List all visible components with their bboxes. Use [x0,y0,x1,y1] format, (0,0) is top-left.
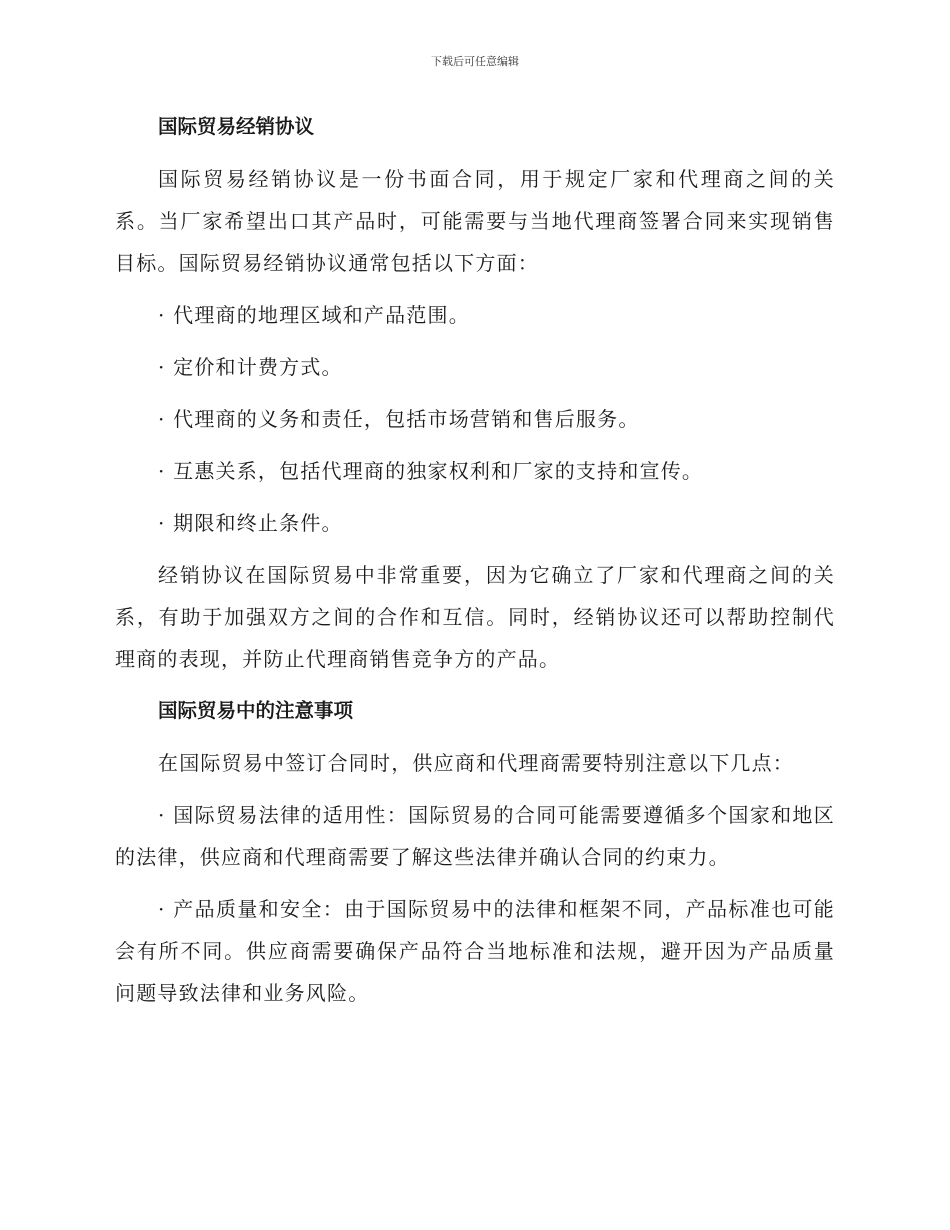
bullet-item: · 互惠关系，包括代理商的独家权利和厂家的支持和宣传。 [158,459,704,483]
section-heading: 国际贸易经销协议 [158,115,315,138]
section-precautions [115,690,835,1014]
bullet-item: · 国际贸易法律的适用性：国际贸易的合同可能需要遵循多个国家和地区的法律，供应商和代理商需要了解这些法律并确认合同的约束力。 [115,803,835,869]
document-body [115,106,835,1024]
section-closing-paragraph: 经销协议在国际贸易中非常重要，因为它确立了厂家和代理商之间的关系，有助于加强双方之间的合作和互信。同时，经销协议还可以帮助控制代理商的表现，并防止代理商销售竞争方的产品。 [115,563,835,671]
bullet-item: · 代理商的地理区域和产品范围。 [158,303,470,327]
page-header: 下载后可任意编辑 [431,55,519,68]
section-intro-paragraph: 国际贸易经销协议是一份书面合同，用于规定厂家和代理商之间的关系。当厂家希望出口其产品时，可能需要与当地代理商签署合同来实现销售目标。国际贸易经销协议通常包括以下方面： [115,167,835,275]
bullet-item: · 代理商的义务和责任，包括市场营销和售后服务。 [158,407,640,431]
bullet-item: · 产品质量和安全：由于国际贸易中的法律和框架不同，产品标准也可能会有所不同。供应商需要确保产品符合当地标准和法规，避开因为产品质量问题导致法律和业务风险。 [115,897,835,1005]
bullet-item: · 期限和终止条件。 [158,511,343,535]
section-heading: 国际贸易中的注意事项 [158,699,354,722]
section-distribution-agreement [115,106,835,680]
bullet-item: · 定价和计费方式。 [158,355,343,379]
section-intro-paragraph: 在国际贸易中签订合同时，供应商和代理商需要特别注意以下几点： [158,751,794,775]
